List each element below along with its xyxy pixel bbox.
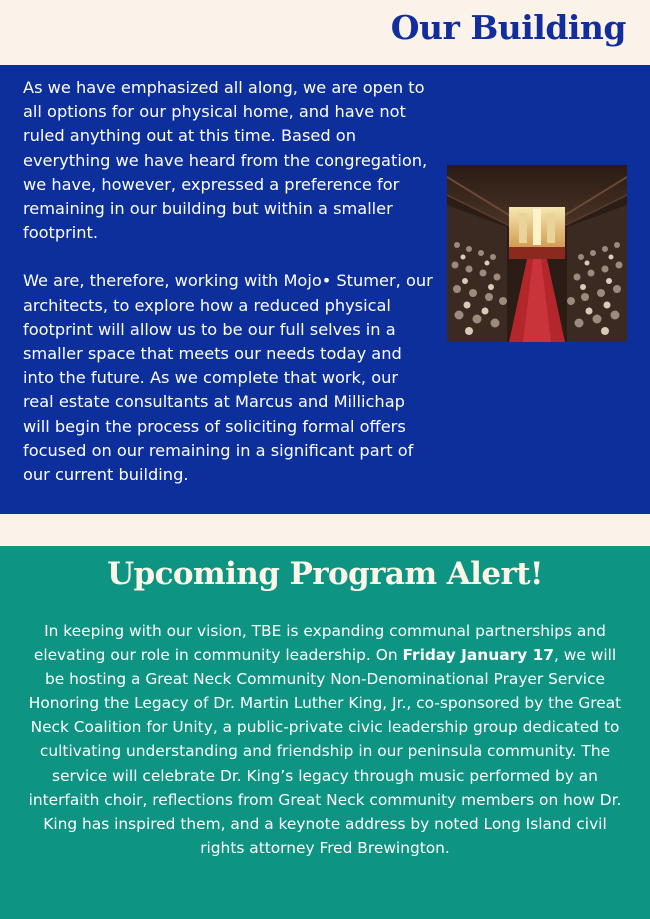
program-intro: In keeping with our vision, TBE is expanding communal partnerships and elevating our role in community leadership. On <box>33 622 606 665</box>
building-text <box>23 76 433 487</box>
divider-band <box>0 514 650 546</box>
program-text <box>26 619 624 860</box>
section-title-our-building: Our Building <box>390 8 626 47</box>
program-date: Friday January 17 <box>402 646 554 665</box>
building-paragraph-1: As we have emphasized all along, we are open to all options for our physical home, and have not ruled anything out at this time. Based on everything we have heard from the congregation, we have, however, expressed a preference for remaining in our building but within a smaller footprint. <box>23 78 428 243</box>
building-paragraph-2: We are, therefore, working with Mojo• Stumer, our architects, to explore how a reduced physical footprint will allow us to be our full selves in a smaller space that meets our needs today and into the future. As we complete that work, our real estate consultants at Marcus and Millichap will begin the process of soliciting formal offers focused on our remaining in a significant part of our current building. <box>23 271 433 485</box>
program-title: Upcoming Program Alert! <box>107 556 543 592</box>
sanctuary-photo <box>447 165 627 342</box>
program-body: , we will be hosting a Great Neck Community Non-Denominational Prayer Service Honoring the Legacy of Dr. Martin Luther King, Jr., co-sponsored by the Great Neck Coalition for Unity, a public-private civic leadership group dedicated to cultivating understanding and friendship in our peninsula community. The service will celebrate Dr. King’s legacy through music performed by an interfaith choir, reflections from Great Neck community members on how Dr. King has inspired them, and a keynote address by noted Long Island civil rights attorney Fred Brewington. <box>28 646 622 857</box>
